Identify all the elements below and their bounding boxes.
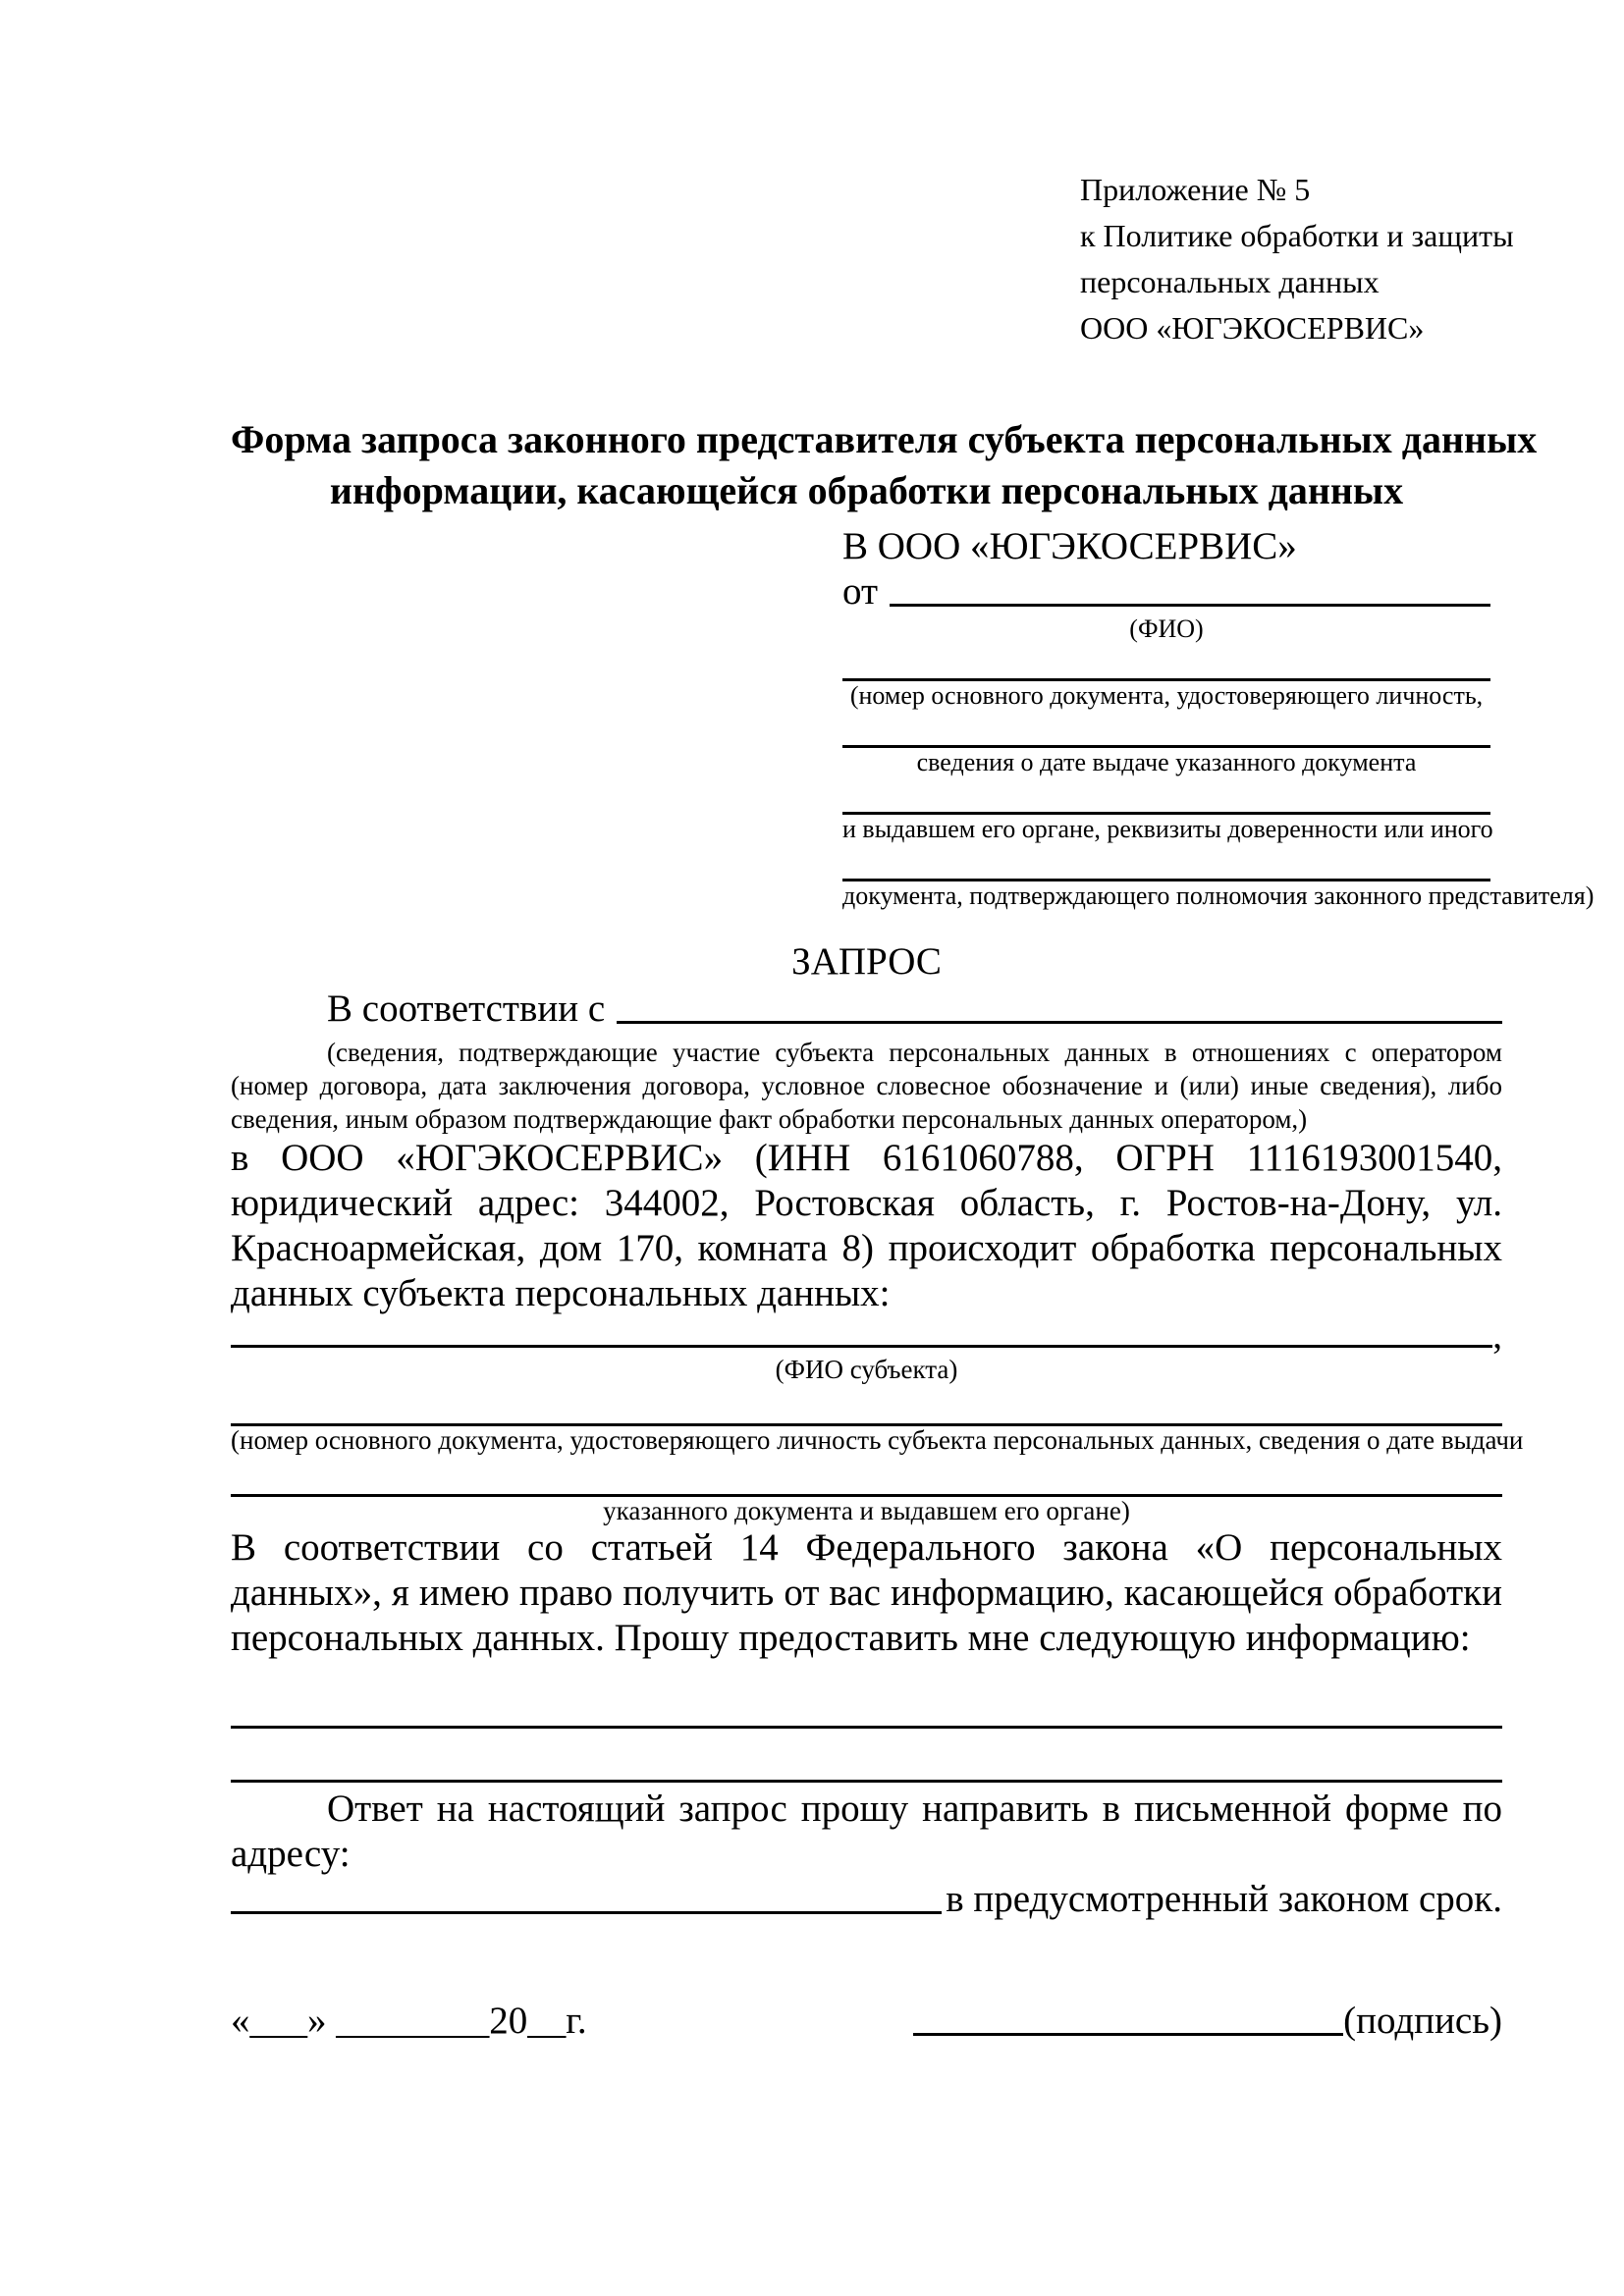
- subject-fio-caption: (ФИО субъекта): [775, 1355, 958, 1384]
- request-heading: ЗАПРОС: [791, 940, 942, 983]
- addressee-block: [842, 524, 1595, 910]
- accordance-label: В соответствии с: [327, 988, 606, 1030]
- addressee-organization: В ООО «ЮГЭКОСЕРВИС»: [842, 525, 1297, 567]
- subject-document-blank-line-2: [231, 1455, 1502, 1497]
- annex-line-4: ООО «ЮГЭКОСЕРВИС»: [1080, 310, 1425, 346]
- subject-fio-row: [231, 1316, 1502, 1356]
- reply-address-row: [231, 1877, 1502, 1922]
- signature-blank-line: [913, 2033, 1343, 2036]
- signature-area: [913, 1999, 1502, 2044]
- authority-document-caption: документа, подтверждающего полномочия законного представителя): [842, 881, 1595, 910]
- subject-document-caption-2: указанного документа и выдавшем его органе): [603, 1496, 1130, 1525]
- issue-date-caption: сведения о дате выдаче указанного документа: [916, 748, 1417, 776]
- issuing-authority-caption: и выдавшем его органе, реквизиты доверенности или иного: [842, 815, 1493, 843]
- subject-document-caption-1: (номер основного документа, удостоверяющего личность субъекта персональных данных, сведения о дате выдачи: [231, 1425, 1524, 1455]
- subject-document-blank-line-1: [231, 1384, 1502, 1426]
- title-line-1: Форма запроса законного представителя субъекта персональных данных: [231, 417, 1538, 461]
- annex-line-3: персональных данных: [1080, 264, 1380, 299]
- date-blank: «___» ________20__г.: [231, 2000, 587, 2042]
- signature-row: [231, 1999, 1502, 2044]
- title-line-2: информации, касающейся обработки персональных данных: [329, 468, 1404, 512]
- representative-fio-blank-line: [890, 604, 1490, 607]
- issue-date-blank-line: [842, 710, 1490, 748]
- accordance-note: (сведения, подтверждающие участие субъекта персональных данных в отношениях с оператором (номер договора, дата заключения договора, условное словесное обозначение и (или) иные сведения), либо сведения, иным образом подтверждающие факт обработки персональных данных оператором,): [231, 1038, 1502, 1134]
- annex-line-1: Приложение № 5: [1080, 172, 1311, 207]
- signature-caption: (подпись): [1343, 2000, 1502, 2042]
- reply-sentence: Ответ на настоящий запрос прошу направить в письменной форме по адресу:: [231, 1788, 1502, 1875]
- reply-address-blank-line: [231, 1911, 942, 1914]
- authority-document-blank-line: [842, 843, 1490, 881]
- accordance-row: [231, 987, 1502, 1032]
- issuing-authority-blank-line: [842, 776, 1490, 815]
- fio-caption: (ФИО): [1129, 614, 1204, 643]
- requested-info-blank-line-1: [231, 1686, 1502, 1729]
- from-label: от: [842, 570, 879, 613]
- trailing-comma: ,: [1492, 1314, 1502, 1357]
- operator-paragraph: в ООО «ЮГЭКОСЕРВИС» (ИНН 6161060788, ОГРН 1116193001540, юридический адрес: 344002, Ростовская область, г. Ростов-на-Дону, ул. Красноармейская, дом 170, комната 8) происходит обработка персональных данных субъекта персональных данных:: [231, 1137, 1502, 1314]
- reply-tail: в предусмотренный законом срок.: [946, 1878, 1502, 1920]
- accordance-blank-line: [617, 1021, 1502, 1024]
- document-number-blank-line: [842, 643, 1490, 681]
- requested-info-blank-line-2: [231, 1729, 1502, 1783]
- subject-fio-blank-line: [231, 1345, 1492, 1348]
- law-paragraph: В соответствии со статьей 14 Федерального закона «О персональных данных», я имею право получить от вас информацию, касающейся обработки персональных данных. Прошу предоставить мне следующую информацию:: [231, 1526, 1502, 1659]
- from-row: [842, 569, 1490, 614]
- document-title: [231, 414, 1538, 516]
- annex-block: [1080, 167, 1514, 351]
- annex-line-2: к Политике обработки и защиты: [1080, 218, 1514, 253]
- document-number-caption: (номер основного документа, удостоверяющего личность,: [849, 681, 1484, 710]
